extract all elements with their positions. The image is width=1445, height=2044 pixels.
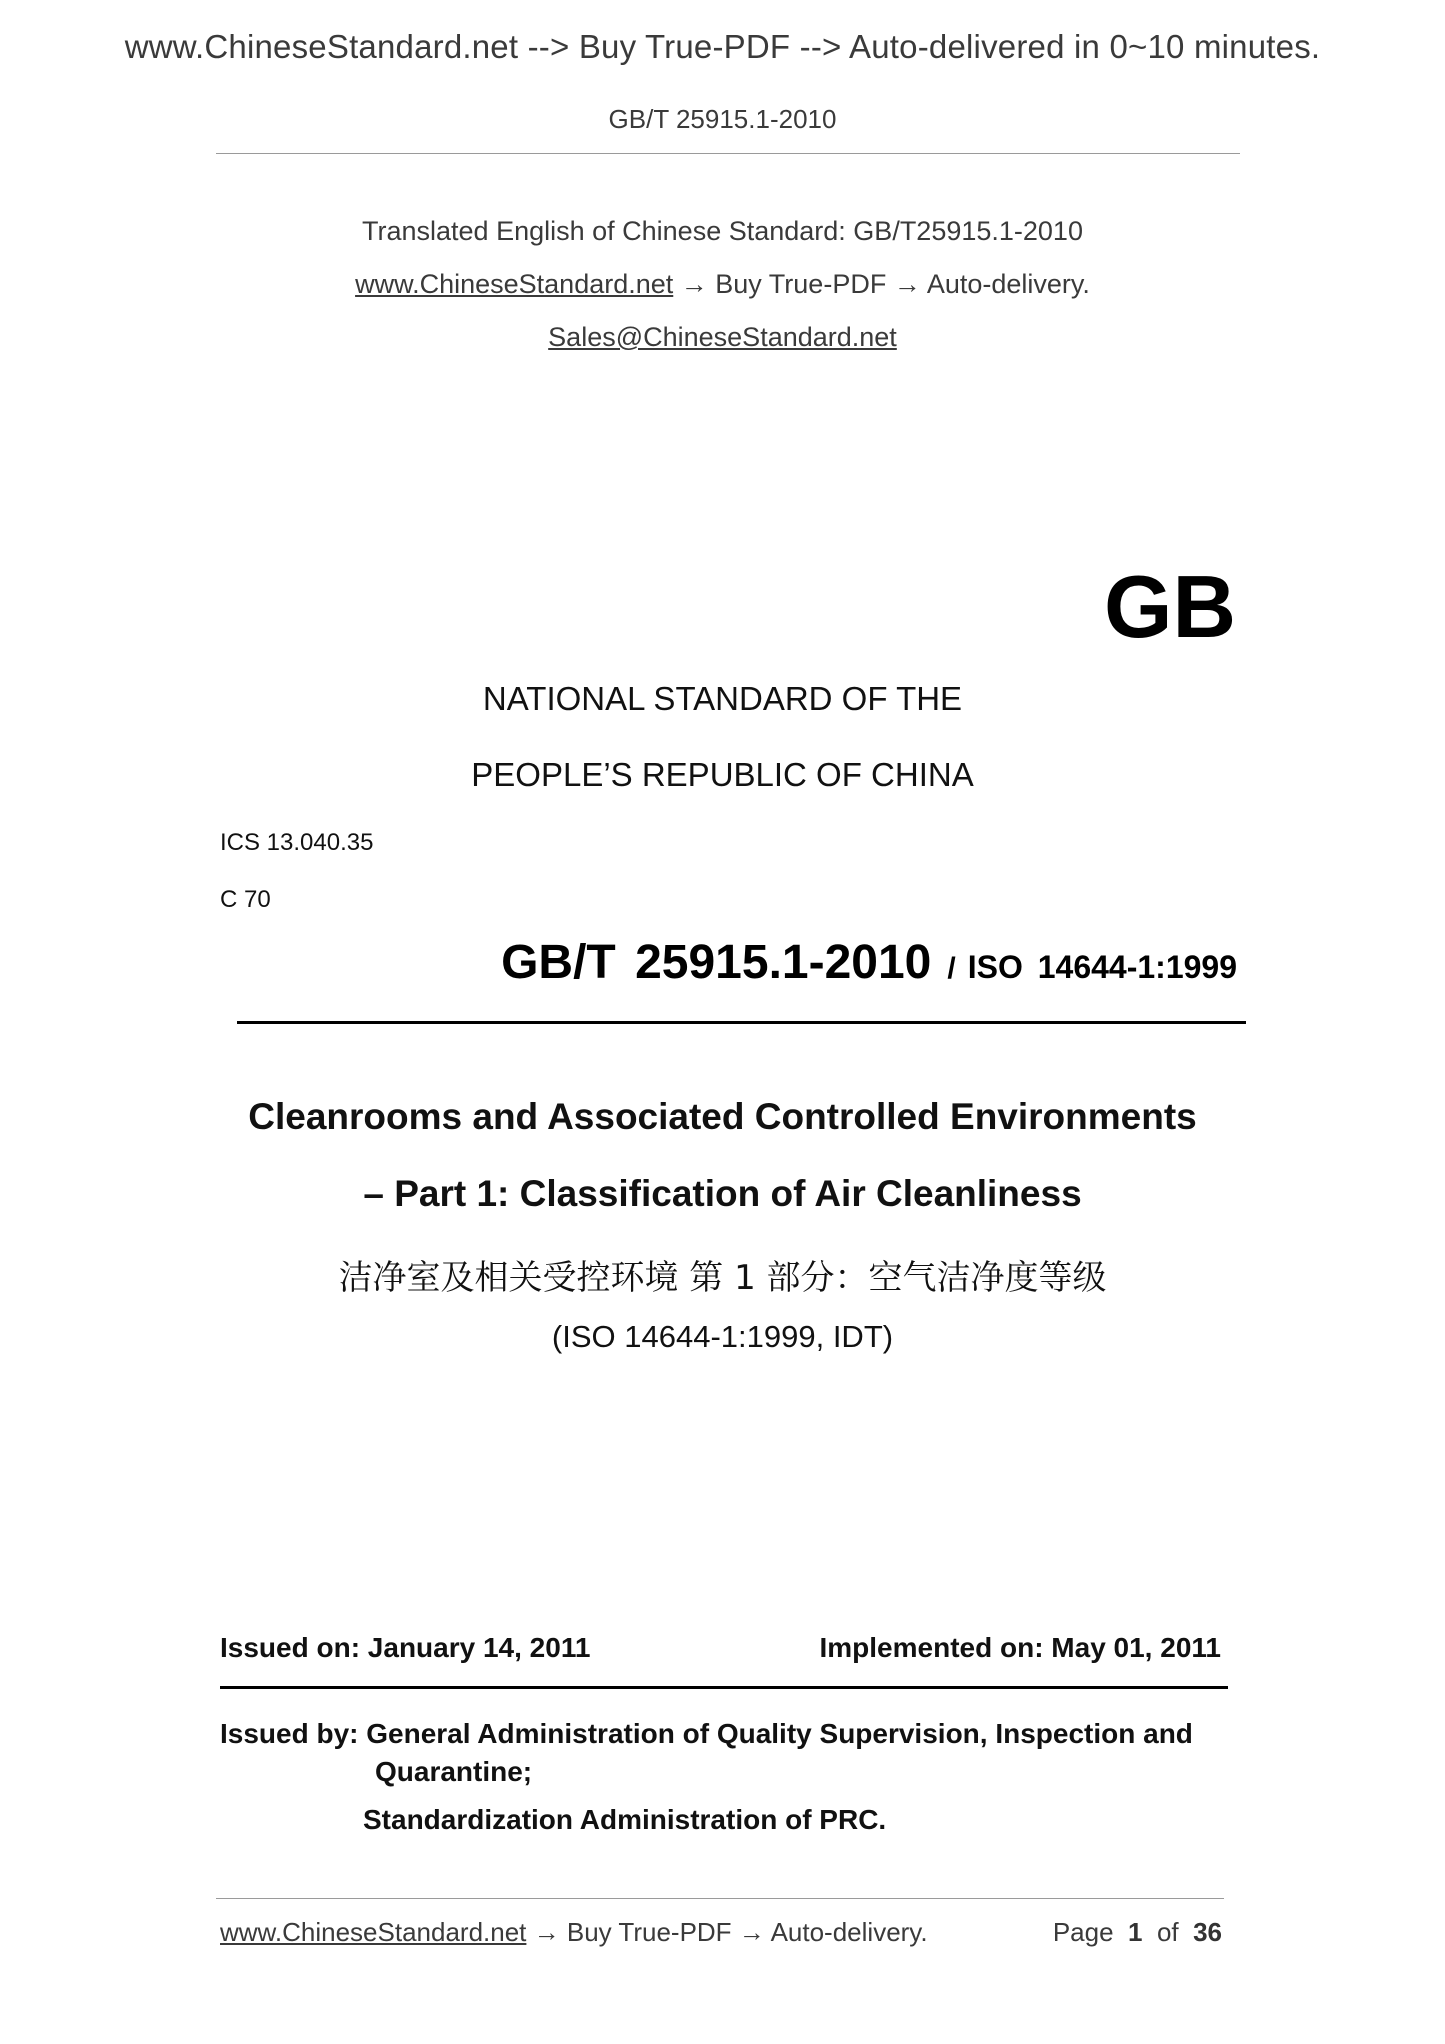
gb-logo: GB xyxy=(1104,557,1236,656)
issue-rule xyxy=(220,1686,1228,1689)
title-english-line1: Cleanrooms and Associated Controlled Environments xyxy=(248,1096,1197,1137)
footer-delivery-line xyxy=(220,1917,928,1948)
footer-chinesestandard-link[interactable]: www.ChineseStandard.net xyxy=(220,1917,527,1947)
delivery-text: → Buy True-PDF → Auto-delivery. xyxy=(673,269,1090,299)
sales-email-link[interactable]: Sales@ChineseStandard.net xyxy=(548,322,897,352)
standard-number: GB/T 25915.1-2010 xyxy=(501,936,932,989)
issued-date: Issued on: January 14, 2011 xyxy=(220,1632,591,1663)
iso-equivalence: (ISO 14644-1:1999, IDT) xyxy=(551,1319,894,1354)
iso-number: ISO 14644-1:1999 xyxy=(967,949,1237,985)
page-label: Page xyxy=(1052,1917,1114,1947)
national-standard-line1: NATIONAL STANDARD OF THE xyxy=(482,680,963,717)
footer-divider xyxy=(216,1898,1224,1899)
ccs-code: C 70 xyxy=(220,886,271,913)
implemented-date: Implemented on: May 01, 2011 xyxy=(819,1632,1221,1663)
issued-by-line2: Quarantine; xyxy=(375,1756,533,1787)
sales-email-line xyxy=(0,322,1445,353)
translation-delivery-line xyxy=(0,269,1445,300)
top-banner: www.ChineseStandard.net --> Buy True-PDF --> Auto-delivered in 0~10 minutes. xyxy=(124,28,1321,65)
page-total: 36 xyxy=(1193,1917,1222,1947)
page-current: 1 xyxy=(1128,1917,1143,1947)
number-separator: / xyxy=(947,952,956,985)
header-divider xyxy=(216,153,1240,154)
header-doc-number: GB/T 25915.1-2010 xyxy=(608,104,837,134)
issued-by-line3: Standardization Administration of PRC. xyxy=(363,1804,887,1835)
ics-code: ICS 13.040.35 xyxy=(220,829,374,856)
title-english-line2: – Part 1: Classification of Air Cleanliness xyxy=(363,1173,1082,1214)
translation-note: Translated English of Chinese Standard: GB/T25915.1-2010 xyxy=(362,216,1083,246)
page-indicator xyxy=(1000,1917,1222,1948)
standard-number-rule xyxy=(237,1021,1246,1024)
standard-number-line xyxy=(300,935,1237,990)
title-chinese: 洁净室及相关受控环境 第 1 部分：空气洁净度等级 xyxy=(338,1258,1107,1298)
issued-by-line1: Issued by: General Administration of Quality Supervision, Inspection and xyxy=(220,1718,1193,1749)
chinesestandard-link[interactable]: www.ChineseStandard.net xyxy=(355,269,674,299)
national-standard-line2: PEOPLE’S REPUBLIC OF CHINA xyxy=(471,756,974,793)
page-of: of xyxy=(1156,1917,1179,1947)
footer-delivery-text: → Buy True-PDF → Auto-delivery. xyxy=(526,1917,928,1947)
